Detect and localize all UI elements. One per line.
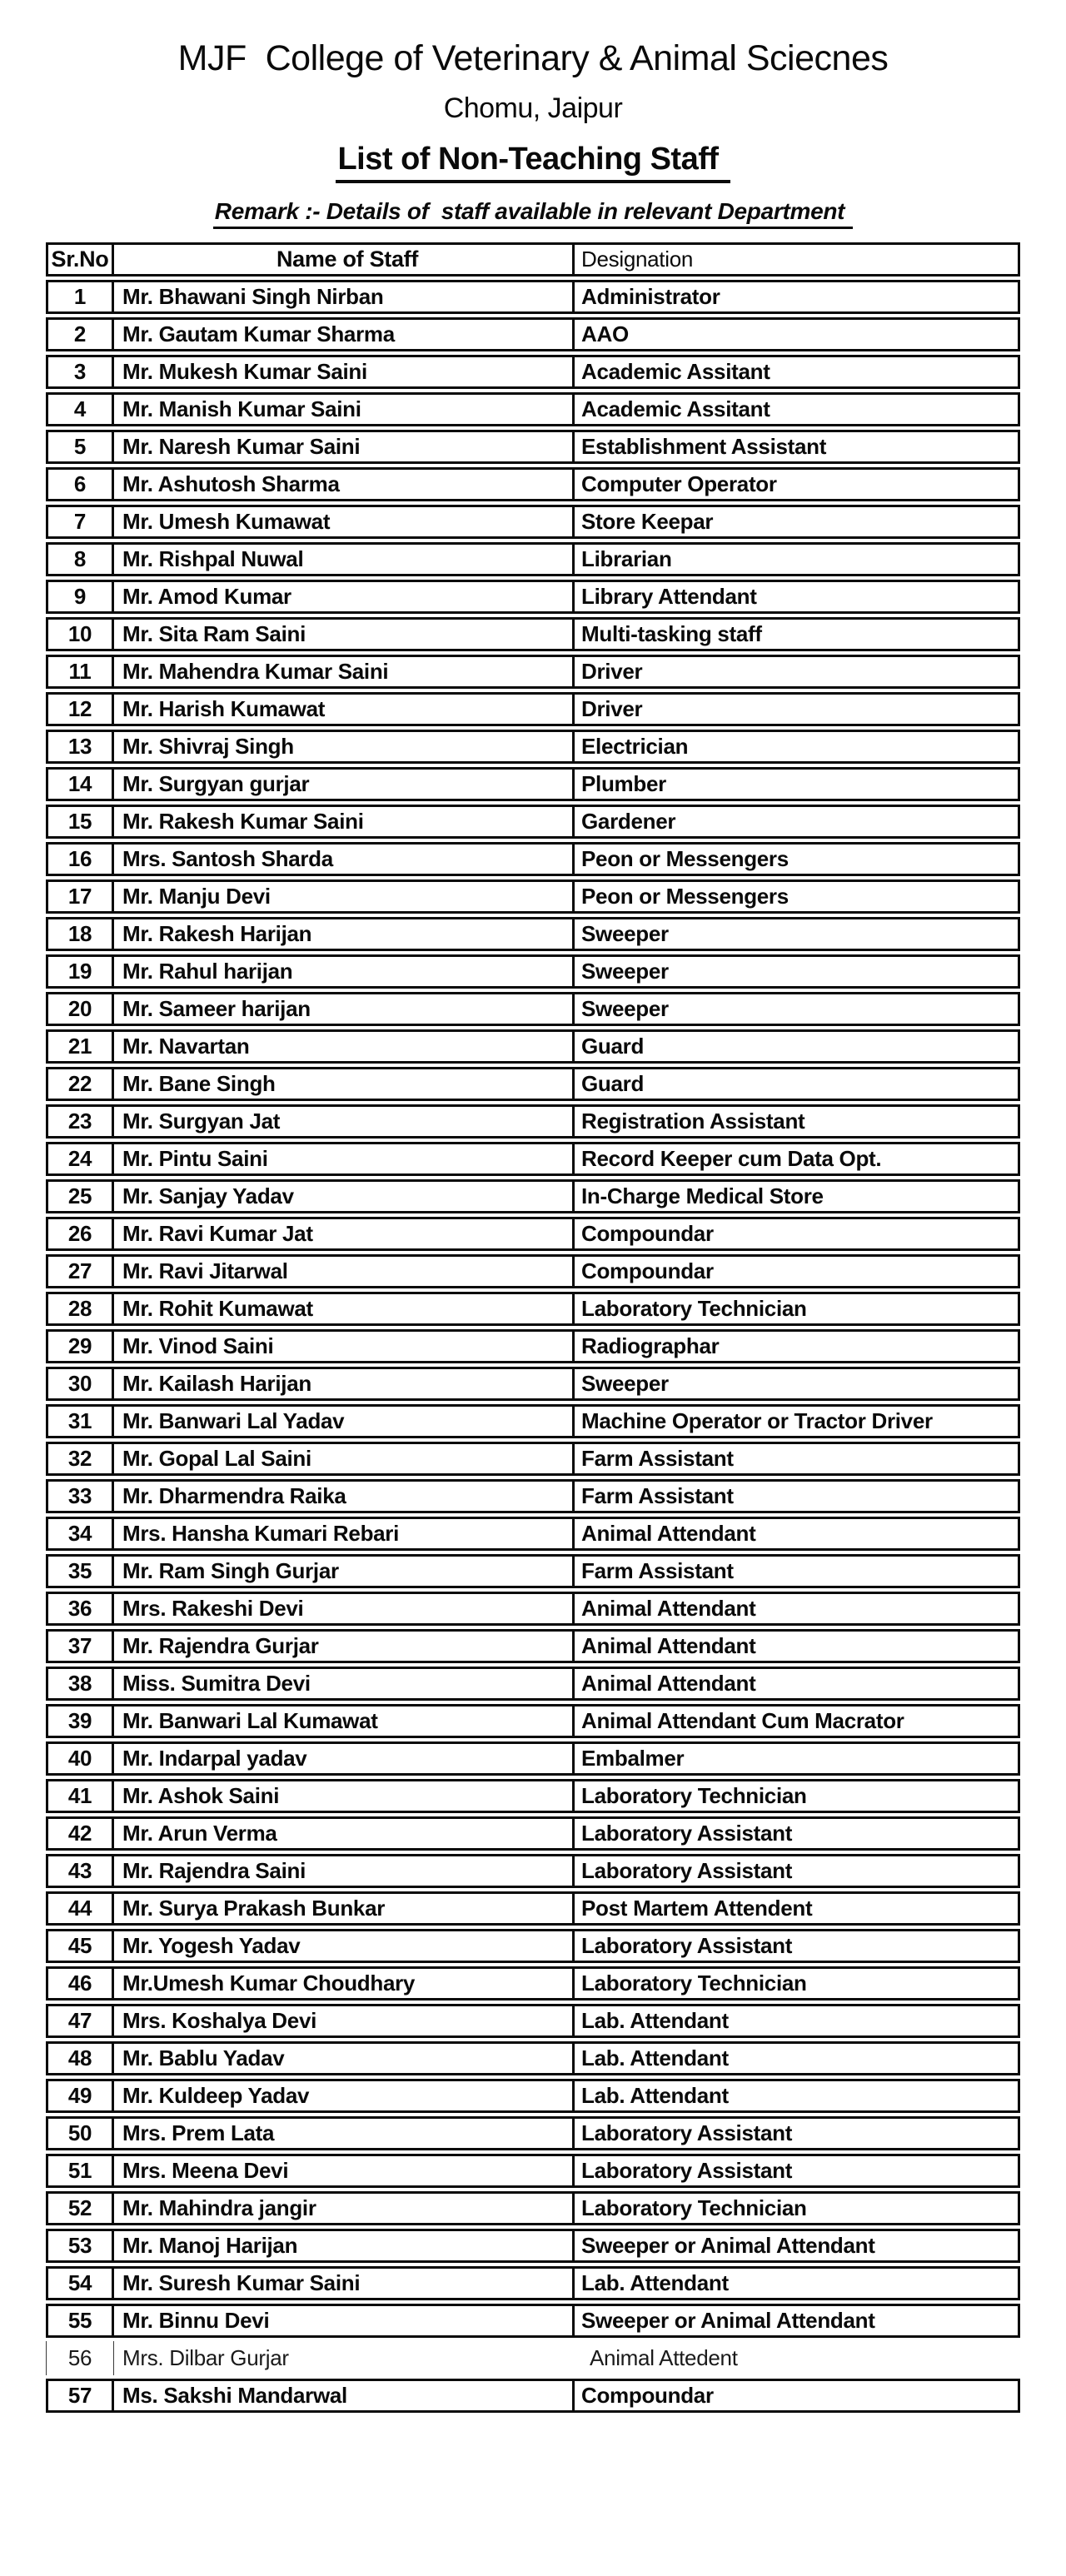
row-srno: 9 <box>46 580 114 614</box>
row-srno: 43 <box>46 1854 114 1888</box>
row-designation: Laboratory Assistant <box>575 1929 1020 1963</box>
table-row <box>46 542 1020 576</box>
row-designation: Sweeper <box>575 954 1020 989</box>
row-designation: Academic Assitant <box>575 392 1020 426</box>
row-name: Mr. Rakesh Kumar Saini <box>114 805 575 839</box>
table-row <box>46 730 1020 764</box>
table-row <box>46 1554 1020 1588</box>
row-designation: Sweeper or Animal Attendant <box>575 2304 1020 2338</box>
row-designation: Laboratory Assistant <box>575 1854 1020 1888</box>
row-srno: 29 <box>46 1329 114 1363</box>
row-srno: 46 <box>46 1966 114 2001</box>
table-row <box>46 1816 1020 1851</box>
table-row <box>46 1629 1020 1663</box>
row-srno: 24 <box>46 1142 114 1176</box>
row-srno: 38 <box>46 1667 114 1701</box>
row-name: Mr. Mukesh Kumar Saini <box>114 355 575 389</box>
table-row <box>46 1254 1020 1288</box>
table-row <box>46 1592 1020 1626</box>
row-name: Ms. Sakshi Mandarwal <box>114 2379 575 2413</box>
header-srno: Sr.No <box>46 242 114 277</box>
row-srno: 13 <box>46 730 114 764</box>
row-srno: 44 <box>46 1891 114 1926</box>
row-name: Mr. Kailash Harijan <box>114 1367 575 1401</box>
row-designation: Embalmer <box>575 1741 1020 1776</box>
table-row <box>46 805 1020 839</box>
row-name: Mr. Harish Kumawat <box>114 692 575 726</box>
table-row <box>46 2379 1020 2413</box>
table-row <box>46 1779 1020 1813</box>
table-row <box>46 1367 1020 1401</box>
row-name: Mr. Arun Verma <box>114 1816 575 1851</box>
table-row <box>46 1442 1020 1476</box>
row-name: Mr. Rakesh Harijan <box>114 917 575 951</box>
row-name: Mr. Surgyan Jat <box>114 1104 575 1139</box>
row-srno: 4 <box>46 392 114 426</box>
row-designation: Record Keeper cum Data Opt. <box>575 1142 1020 1176</box>
row-srno: 2 <box>46 317 114 351</box>
row-srno: 15 <box>46 805 114 839</box>
list-title: List of Non-Teaching Staff <box>336 142 730 183</box>
row-designation: Establishment Assistant <box>575 430 1020 464</box>
document-header <box>0 0 1066 229</box>
row-name: Mr. Ram Singh Gurjar <box>114 1554 575 1588</box>
row-srno: 49 <box>46 2079 114 2113</box>
row-srno: 8 <box>46 542 114 576</box>
table-row <box>46 2041 1020 2075</box>
row-name: Mr. Yogesh Yadav <box>114 1929 575 1963</box>
table-row <box>46 2116 1020 2150</box>
row-name: Mr. Rohit Kumawat <box>114 1292 575 1326</box>
row-name: Mr. Dharmendra Raika <box>114 1479 575 1513</box>
table-row <box>46 655 1020 689</box>
row-designation: Animal Attedent <box>575 2341 1020 2375</box>
table-row <box>46 392 1020 426</box>
row-designation: Sweeper or Animal Attendant <box>575 2229 1020 2263</box>
row-designation: Plumber <box>575 767 1020 801</box>
row-name: Mr. Gautam Kumar Sharma <box>114 317 575 351</box>
row-srno: 33 <box>46 1479 114 1513</box>
table-header-row <box>46 242 1020 277</box>
table-row <box>46 1029 1020 1064</box>
row-name: Mr. Umesh Kumawat <box>114 505 575 539</box>
row-designation: Animal Attendant <box>575 1667 1020 1701</box>
row-srno: 6 <box>46 467 114 501</box>
row-srno: 3 <box>46 355 114 389</box>
table-row <box>46 617 1020 651</box>
row-name: Mr. Indarpal yadav <box>114 1741 575 1776</box>
row-designation: Radiographar <box>575 1329 1020 1363</box>
row-name: Mrs. Meena Devi <box>114 2154 575 2188</box>
table-row <box>46 505 1020 539</box>
table-row <box>46 317 1020 351</box>
row-name: Mrs. Rakeshi Devi <box>114 1592 575 1626</box>
row-designation: Library Attendant <box>575 580 1020 614</box>
table-row <box>46 2004 1020 2038</box>
table-row <box>46 1104 1020 1139</box>
row-designation: Multi-tasking staff <box>575 617 1020 651</box>
table-row <box>46 1142 1020 1176</box>
row-designation: AAO <box>575 317 1020 351</box>
table-row <box>46 1741 1020 1776</box>
row-designation: Laboratory Technician <box>575 1779 1020 1813</box>
row-designation: Laboratory Assistant <box>575 2116 1020 2150</box>
row-designation: Laboratory Technician <box>575 1292 1020 1326</box>
table-row <box>46 467 1020 501</box>
table-row <box>46 430 1020 464</box>
row-srno: 27 <box>46 1254 114 1288</box>
row-name: Mr.Umesh Kumar Choudhary <box>114 1966 575 2001</box>
college-title: MJF College of Veterinary & Animal Sciecnes <box>177 38 889 78</box>
row-srno: 50 <box>46 2116 114 2150</box>
row-srno: 57 <box>46 2379 114 2413</box>
table-row <box>46 2341 1020 2375</box>
row-name: Mr. Shivraj Singh <box>114 730 575 764</box>
row-designation: Lab. Attendant <box>575 2079 1020 2113</box>
row-designation: Compoundar <box>575 1217 1020 1251</box>
row-name: Mr. Mahendra Kumar Saini <box>114 655 575 689</box>
row-name: Mr. Manoj Harijan <box>114 2229 575 2263</box>
row-name: Mr. Gopal Lal Saini <box>114 1442 575 1476</box>
row-srno: 54 <box>46 2266 114 2300</box>
row-name: Mr. Kuldeep Yadav <box>114 2079 575 2113</box>
table-row <box>46 1667 1020 1701</box>
row-designation: Animal Attendant <box>575 1629 1020 1663</box>
row-name: Mr. Binnu Devi <box>114 2304 575 2338</box>
table-row <box>46 355 1020 389</box>
row-name: Mrs. Koshalya Devi <box>114 2004 575 2038</box>
row-srno: 37 <box>46 1629 114 1663</box>
table-row <box>46 2191 1020 2225</box>
table-row <box>46 1179 1020 1213</box>
row-srno: 25 <box>46 1179 114 1213</box>
table-row <box>46 1217 1020 1251</box>
row-srno: 51 <box>46 2154 114 2188</box>
table-row <box>46 917 1020 951</box>
row-designation: Librarian <box>575 542 1020 576</box>
row-name: Mr. Suresh Kumar Saini <box>114 2266 575 2300</box>
row-name: Mr. Mahindra jangir <box>114 2191 575 2225</box>
row-designation: Driver <box>575 655 1020 689</box>
row-srno: 30 <box>46 1367 114 1401</box>
table-row <box>46 1966 1020 2001</box>
table-row <box>46 1704 1020 1738</box>
row-srno: 10 <box>46 617 114 651</box>
table-row <box>46 1067 1020 1101</box>
row-srno: 52 <box>46 2191 114 2225</box>
row-designation: Administrator <box>575 280 1020 314</box>
row-srno: 41 <box>46 1779 114 1813</box>
row-srno: 5 <box>46 430 114 464</box>
row-name: Mr. Ashok Saini <box>114 1779 575 1813</box>
row-designation: Animal Attendant <box>575 1592 1020 1626</box>
table-row <box>46 842 1020 876</box>
row-designation: Sweeper <box>575 1367 1020 1401</box>
row-designation: Laboratory Technician <box>575 1966 1020 2001</box>
table-row <box>46 1517 1020 1551</box>
row-srno: 31 <box>46 1404 114 1438</box>
row-name: Mr. Pintu Saini <box>114 1142 575 1176</box>
row-name: Mr. Bane Singh <box>114 1067 575 1101</box>
row-srno: 36 <box>46 1592 114 1626</box>
row-name: Mr. Surya Prakash Bunkar <box>114 1891 575 1926</box>
table-row <box>46 692 1020 726</box>
table-row <box>46 1479 1020 1513</box>
college-location: Chomu, Jaipur <box>443 92 623 124</box>
row-srno: 39 <box>46 1704 114 1738</box>
row-designation: Compoundar <box>575 2379 1020 2413</box>
row-designation: Guard <box>575 1029 1020 1064</box>
table-row <box>46 1292 1020 1326</box>
table-row <box>46 992 1020 1026</box>
row-srno: 53 <box>46 2229 114 2263</box>
row-name: Mr. Rahul harijan <box>114 954 575 989</box>
row-designation: Peon or Messengers <box>575 879 1020 914</box>
row-srno: 7 <box>46 505 114 539</box>
row-srno: 48 <box>46 2041 114 2075</box>
table-row <box>46 2304 1020 2338</box>
row-name: Mr. Bablu Yadav <box>114 2041 575 2075</box>
row-designation: Farm Assistant <box>575 1442 1020 1476</box>
table-row <box>46 2266 1020 2300</box>
table-row <box>46 767 1020 801</box>
row-srno: 32 <box>46 1442 114 1476</box>
row-designation: Farm Assistant <box>575 1479 1020 1513</box>
row-srno: 42 <box>46 1816 114 1851</box>
row-name: Mr. Surgyan gurjar <box>114 767 575 801</box>
row-designation: Laboratory Assistant <box>575 2154 1020 2188</box>
row-name: Mr. Vinod Saini <box>114 1329 575 1363</box>
row-srno: 20 <box>46 992 114 1026</box>
row-designation: Guard <box>575 1067 1020 1101</box>
row-designation: Farm Assistant <box>575 1554 1020 1588</box>
table-row <box>46 280 1020 314</box>
row-designation: Electrician <box>575 730 1020 764</box>
row-name: Mr. Ashutosh Sharma <box>114 467 575 501</box>
row-designation: Store Keepar <box>575 505 1020 539</box>
row-designation: Academic Assitant <box>575 355 1020 389</box>
row-designation: Machine Operator or Tractor Driver <box>575 1404 1020 1438</box>
table-row <box>46 1891 1020 1926</box>
row-name: Mr. Bhawani Singh Nirban <box>114 280 575 314</box>
table-row <box>46 2079 1020 2113</box>
row-srno: 28 <box>46 1292 114 1326</box>
row-name: Mr. Navartan <box>114 1029 575 1064</box>
row-srno: 11 <box>46 655 114 689</box>
row-name: Mr. Rajendra Saini <box>114 1854 575 1888</box>
table-row <box>46 1929 1020 1963</box>
row-designation: Lab. Attendant <box>575 2004 1020 2038</box>
row-name: Mr. Sita Ram Saini <box>114 617 575 651</box>
row-name: Mr. Ravi Kumar Jat <box>114 1217 575 1251</box>
row-name: Mr. Rajendra Gurjar <box>114 1629 575 1663</box>
row-designation: Lab. Attendant <box>575 2266 1020 2300</box>
row-designation: Registration Assistant <box>575 1104 1020 1139</box>
row-designation: Animal Attendant Cum Macrator <box>575 1704 1020 1738</box>
row-srno: 12 <box>46 692 114 726</box>
row-designation: Peon or Messengers <box>575 842 1020 876</box>
row-designation: Sweeper <box>575 992 1020 1026</box>
row-name: Mrs. Hansha Kumari Rebari <box>114 1517 575 1551</box>
row-srno: 55 <box>46 2304 114 2338</box>
remark-line <box>0 198 1066 229</box>
row-srno: 47 <box>46 2004 114 2038</box>
row-name: Mr. Naresh Kumar Saini <box>114 430 575 464</box>
row-designation: Lab. Attendant <box>575 2041 1020 2075</box>
row-srno: 23 <box>46 1104 114 1139</box>
row-name: Mr. Amod Kumar <box>114 580 575 614</box>
row-designation: Post Martem Attendent <box>575 1891 1020 1926</box>
row-srno: 26 <box>46 1217 114 1251</box>
row-name: Mrs. Dilbar Gurjar <box>114 2341 575 2375</box>
row-srno: 40 <box>46 1741 114 1776</box>
row-srno: 1 <box>46 280 114 314</box>
row-name: Mr. Ravi Jitarwal <box>114 1254 575 1288</box>
row-name: Mr. Banwari Lal Kumawat <box>114 1704 575 1738</box>
staff-table-body <box>46 280 1020 2413</box>
row-designation: Compoundar <box>575 1254 1020 1288</box>
row-designation: In-Charge Medical Store <box>575 1179 1020 1213</box>
row-designation: Gardener <box>575 805 1020 839</box>
row-srno: 19 <box>46 954 114 989</box>
row-srno: 35 <box>46 1554 114 1588</box>
row-name: Mr. Sanjay Yadav <box>114 1179 575 1213</box>
row-name: Mr. Sameer harijan <box>114 992 575 1026</box>
row-srno: 17 <box>46 879 114 914</box>
row-srno: 45 <box>46 1929 114 1963</box>
table-row <box>46 1854 1020 1888</box>
remark-text: Remark :- Details of staff available in relevant Department <box>213 198 853 229</box>
table-row <box>46 580 1020 614</box>
row-designation: Animal Attendant <box>575 1517 1020 1551</box>
table-row <box>46 2154 1020 2188</box>
table-row <box>46 1329 1020 1363</box>
row-srno: 14 <box>46 767 114 801</box>
staff-table <box>46 242 1020 2413</box>
row-name: Miss. Sumitra Devi <box>114 1667 575 1701</box>
row-srno: 34 <box>46 1517 114 1551</box>
table-row <box>46 1404 1020 1438</box>
row-designation: Driver <box>575 692 1020 726</box>
row-designation: Sweeper <box>575 917 1020 951</box>
row-srno: 22 <box>46 1067 114 1101</box>
table-row <box>46 2229 1020 2263</box>
row-name: Mr. Manju Devi <box>114 879 575 914</box>
row-designation: Laboratory Technician <box>575 2191 1020 2225</box>
header-designation: Designation <box>575 242 1020 277</box>
row-name: Mr. Banwari Lal Yadav <box>114 1404 575 1438</box>
row-designation: Computer Operator <box>575 467 1020 501</box>
row-name: Mrs. Santosh Sharda <box>114 842 575 876</box>
row-srno: 56 <box>46 2341 114 2375</box>
table-row <box>46 879 1020 914</box>
row-srno: 21 <box>46 1029 114 1064</box>
row-designation: Laboratory Assistant <box>575 1816 1020 1851</box>
header-name: Name of Staff <box>114 242 575 277</box>
row-name: Mr. Manish Kumar Saini <box>114 392 575 426</box>
row-name: Mr. Rishpal Nuwal <box>114 542 575 576</box>
row-srno: 18 <box>46 917 114 951</box>
row-name: Mrs. Prem Lata <box>114 2116 575 2150</box>
row-srno: 16 <box>46 842 114 876</box>
table-row <box>46 954 1020 989</box>
